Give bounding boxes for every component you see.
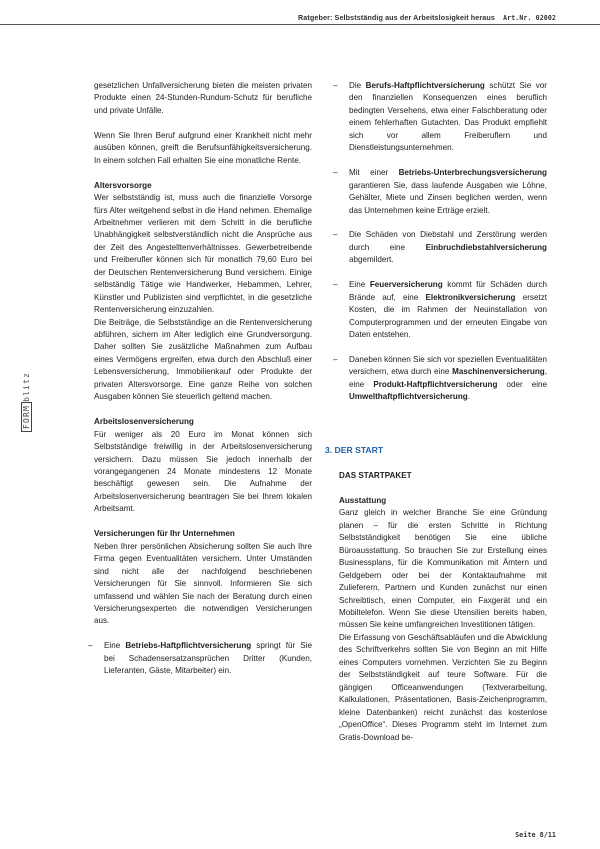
subheading-altersvorsorge: Altersvorsorge <box>94 180 152 190</box>
brand-blitz: blitz <box>22 371 31 402</box>
list-item: – Die Schäden von Diebstahl und Zerstörung werden durch eine Einbruchdiebstahlversicherung abgemildert. <box>339 229 547 266</box>
paragraph: Die Beiträge, die Selbstständige an die Rentenversicherung abführen, sichern im Alter lediglich eine Grundversorgung. Daher sollten Sie zusätzliche Maßnahmen zum Aufbau eines Vermögens ergreifen, etwa durch den Abschluß einer Lebensversicherung, Immobilienkauf oder Produkte der privaten Altersvorsorge. Eine ganze Reihe von solchen Ausgaben können Sie steuerlich geltend machen. <box>94 317 312 402</box>
paragraph: Wenn Sie Ihren Beruf aufgrund einer Krankheit nicht mehr ausüben können, greift die Berufsunfähigkeitsversicherung. In einem solchen Fall erhalten Sie eine monatliche Rente. <box>94 130 312 165</box>
header-rule <box>0 24 600 25</box>
list-item: – Eine Betriebs-Haftpflichtversicherung springt für Sie bei Schadensersatzansprüchen Dritter (Kunden, Lieferanten, Gäste, Mitarbeiter) ein. <box>94 640 312 677</box>
list-item: – Mit einer Betriebs-Unterbrechungsversicherung garantieren Sie, dass laufende Ausgaben wie Löhne, Gehälter, Miete und Zinsen beglichen werden, wenn das Unternehmen keine Erträge erzielt. <box>339 167 547 217</box>
list-item: – Daneben können Sie sich vor speziellen Eventualitäten versichern, etwa durch eine Maschinenversicherung, eine Produkt-Haftpflichtversicherung oder eine Umwelthaftpflichtversicherung. <box>339 354 547 404</box>
left-column <box>94 80 312 678</box>
subheading-startpaket: DAS STARTPAKET <box>339 471 412 480</box>
brand-logo <box>22 372 31 432</box>
subheading-ausstattung: Ausstattung <box>339 495 387 505</box>
right-column <box>339 80 547 404</box>
subheading-arbeitslosenversicherung: Arbeitslosenversicherung <box>94 417 194 427</box>
section-title: 3. DER START <box>325 445 384 455</box>
paragraph: gesetzlichen Unfallversicherung bieten die meisten privaten Produkte einen 24-Stunden-Rundum-Schutz für berufliche und private Unfälle. <box>94 81 312 115</box>
page-header <box>298 13 556 22</box>
paragraph: Neben Ihrer persönlichen Absicherung sollten Sie auch Ihre Firma gegen Eventualitäten versichern. Unter Umständen sind nicht alle der nachfolgend beschriebenen Versicherungen für Sie sinnvoll. Informieren Sie sich umfassend und wählen Sie nach der Beratung durch einen Versicherungsexperten die notwendigen Versicherungen aus. <box>94 541 312 626</box>
subheading-unternehmen: Versicherungen für Ihr Unternehmen <box>94 529 235 539</box>
brand-form: FORM <box>21 402 32 432</box>
header-title: Ratgeber: Selbstständig aus der Arbeitslosigkeit heraus <box>298 13 495 22</box>
paragraph: Ganz gleich in welcher Branche Sie eine Gründung planen – für die ersten Schritte in Richtung Selbstständigkeit benötigen Sie eine übliche Büroausstattung. So brauchen Sie zur Erstellung eines Businessplans, für die Kommunikation mit Ämtern und Geldgebern oder bei der Kontaktaufnahme mit Zulieferern, Partnern und Kunden zunächst nur einen Schreibtisch, einen Computer, ein Faxgerät und ein Mobiltelefon. Wenn Sie diese Utensilien bereits haben, müssen Sie keine umfangreichen Investitionen tätigen. <box>339 508 547 630</box>
paragraph: Für weniger als 20 Euro im Monat können sich Selbstständige freiwillig in der Arbeitslosenversicherung versichern. Dazu müssen Sie jedoch innerhalb der vorangegangenen 24 Monate mindestens 12 Monate beschäftigt gewesen sein. Die Aufnahme der Arbeitslosenversicherung beantragen Sie bei Ihrem lokalen Arbeitsamt. <box>94 429 312 514</box>
list-item: – Die Berufs-Haftpflichtversicherung schützt Sie vor den finanziellen Konsequenzen eines beruflich bedingten Versehens, etwa einer Falschberatung oder einem fehlerhaften Gutachten. Das Produkt empfiehlt sich vor allem Freiberuflern und Dienstleistungsunternehmen. <box>339 80 547 155</box>
list-item: – Eine Feuerversicherung kommt für Schäden durch Brände auf, eine Elektronikversicherung ersetzt Kosten, die im Rahmen der Neuinstallation von Computerprogrammen und der erneuten Eingabe von Daten entstehen. <box>339 279 547 341</box>
paragraph: Wer selbstständig ist, muss auch die finanzielle Vorsorge fürs Alter weitgehend selbst in die Hand nehmen. Ehemalige Arbeitnehmer verlieren mit dem Schritt in die berufliche Unabhängigkeit selbstverständlich nicht die Ansprüche aus der Zeit des Angestelltenverhältnisses. Gewerbetreibende und Freiberufler können sich für monatlich 79,60 Euro bei der Deutschen Rentenversicherung Bund versichern. Einige selbständig Tätige wie Handwerker, Hebammen, Lehrer, Künstler und Publizisten sind verpflichtet, in die gesetzliche Rentenversicherung einzuzahlen. <box>94 193 312 315</box>
article-number: Art.Nr. 02002 <box>503 14 556 22</box>
page-number: Seite 8/11 <box>515 831 556 839</box>
right-column-start <box>339 470 547 744</box>
paragraph: Die Erfassung von Geschäftsabläufen und die Abwicklung des Schriftverkehrs sollten Sie von Beginn an mit Hilfe eines Computers vornehmen. Verzichten Sie zu Beginn der Selbstständigkeit auf teure Software. Für die gängigen Officeanwendungen (Textverarbeitung, Kalkulationen, Präsentationen, Basis-Zeichenprogramm, kleine Datenbanken) reicht zunächst das kostenlose „OpenOffice“. Dieses Programm steht im Internet zum Gratis-Download be- <box>339 632 547 742</box>
